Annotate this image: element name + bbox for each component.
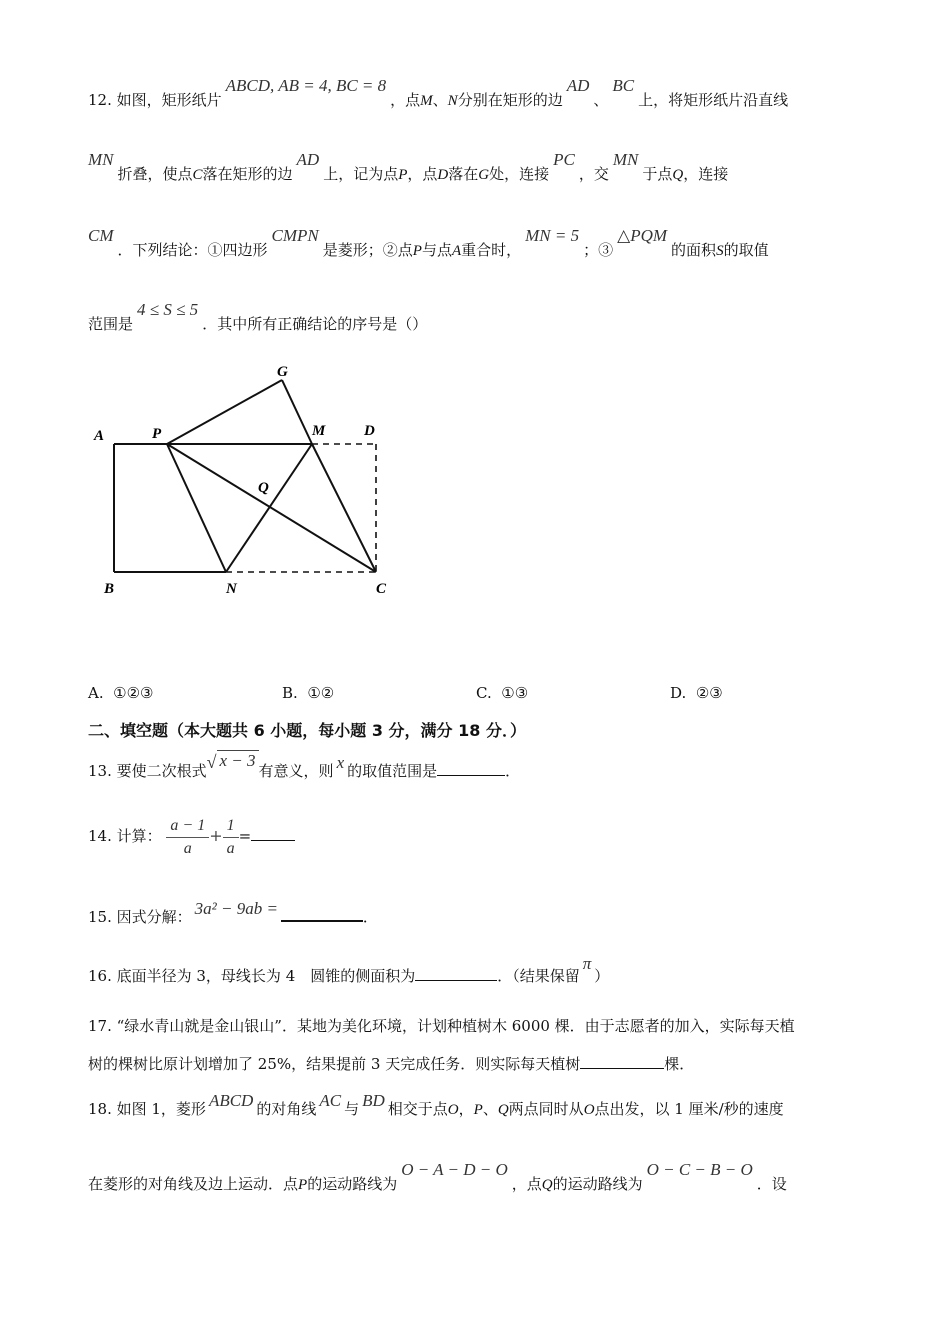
text: 的面积 <box>671 241 717 259</box>
label-p: P <box>152 426 162 442</box>
answer-blank[interactable] <box>281 906 363 922</box>
answer-blank[interactable] <box>415 966 497 981</box>
option-label: A. <box>88 684 104 702</box>
answer-blank[interactable] <box>251 824 295 841</box>
var-a: A <box>451 243 462 259</box>
q18-line-1 <box>88 1091 890 1120</box>
text: ．其中所有正确结论的序号是（） <box>202 315 428 333</box>
text: ． <box>505 762 521 780</box>
var-p: P <box>412 243 422 259</box>
math-path-p: O − A − D − O <box>401 1160 508 1179</box>
text: 分别在矩形的边 <box>457 91 563 109</box>
label-d: D <box>364 423 375 439</box>
text: 、 <box>593 91 609 109</box>
q12-line-4 <box>88 300 890 334</box>
text: ．下列结论：①四边形 <box>117 241 268 259</box>
text: 的运动路线为 <box>552 1175 643 1193</box>
math-pc: PC <box>553 150 575 169</box>
q13-line <box>88 751 890 781</box>
math-ad: AD <box>296 150 320 169</box>
text: 落在矩形的边 <box>202 165 293 183</box>
text: 是菱形；②点 <box>322 241 413 259</box>
text: 与点 <box>421 241 452 259</box>
text: 与 <box>344 1100 360 1118</box>
var-m: M <box>420 93 433 109</box>
q17-line-1: 17. “绿水青山就是金山银山”．某地为美化环境，计划种植树木 6000 棵．由于志愿者的加入，实际每天植 <box>88 1017 795 1035</box>
text: 两点同时从 <box>508 1100 584 1118</box>
var-p: P <box>298 1177 308 1193</box>
text: 的取值范围是 <box>347 762 438 780</box>
numerator: 1 <box>223 815 239 838</box>
math-cm: CM <box>88 226 114 245</box>
text: 树的棵树比原计划增加了 25%，结果提前 3 天完成任务．则实际每天植树 <box>88 1055 581 1073</box>
option-label: C. <box>476 684 492 702</box>
math-bd: BD <box>362 1091 385 1110</box>
math-bc: BC <box>612 76 635 95</box>
option-text: ②③ <box>695 684 723 702</box>
var-o: O <box>583 1102 595 1118</box>
var-o: O <box>447 1102 459 1118</box>
section-heading: 二、填空题（本大题共 6 小题，每小题 3 分，满分 18 分．） <box>88 721 526 740</box>
text: 点出发，以 1 厘米/秒的速度 <box>594 1100 784 1118</box>
text: 的运动路线为 <box>307 1175 398 1193</box>
math-mn-5: MN = 5 <box>525 226 580 245</box>
text: ，点 <box>407 165 438 183</box>
plus-sign: + <box>209 826 223 845</box>
radical-sign-icon: √ <box>206 752 217 772</box>
text: 、 <box>482 1100 498 1118</box>
label-n: N <box>226 581 237 597</box>
denominator: a <box>183 839 192 857</box>
label-q: Q <box>258 480 269 496</box>
var-q: Q <box>672 167 684 183</box>
q18-line-2 <box>88 1160 890 1195</box>
option-c[interactable] <box>476 684 528 702</box>
var-d: D <box>437 167 449 183</box>
math-path-q: O − C − B − O <box>646 1160 753 1179</box>
option-text: ①②③ <box>113 684 154 702</box>
text: ） <box>594 967 610 985</box>
var-c: C <box>192 167 203 183</box>
fraction-1 <box>166 815 209 860</box>
text: = <box>238 827 252 845</box>
text: ，点 <box>390 91 421 109</box>
text: 上，记为点 <box>323 165 399 183</box>
math-triangle-pqm: △PQM <box>617 226 668 245</box>
q17-line-2 <box>88 1054 890 1074</box>
math-expression: 3a² − 9ab = <box>194 899 278 918</box>
text: 处，连接 <box>489 165 550 183</box>
text: 范围是 <box>88 315 134 333</box>
label-b: B <box>104 581 115 597</box>
text: ．（结果保留 <box>497 967 580 985</box>
var-p: P <box>398 167 408 183</box>
answer-blank[interactable] <box>437 761 505 776</box>
text: ；③ <box>583 241 614 259</box>
q15-line <box>88 899 890 927</box>
text: ，连接 <box>683 165 729 183</box>
pi-symbol: π <box>582 954 592 973</box>
var-p: P <box>473 1102 483 1118</box>
var-x: x <box>336 753 345 772</box>
q12-line-2 <box>88 150 890 185</box>
var-q: Q <box>497 1102 509 1118</box>
geometry-figure <box>80 355 420 605</box>
segment-pg <box>167 380 282 444</box>
var-q: Q <box>541 1177 553 1193</box>
text: 落在 <box>448 165 479 183</box>
q14-line <box>88 808 890 864</box>
text: ，交 <box>578 165 609 183</box>
text: 14. 计算： <box>88 827 162 845</box>
text: 、 <box>432 91 448 109</box>
var-n: N <box>447 93 458 109</box>
segment-nm <box>226 444 312 572</box>
text: 13. 要使二次根式 <box>88 762 207 780</box>
text: 重合时， <box>461 241 522 259</box>
option-a[interactable] <box>88 684 154 702</box>
math-s-range: 4 ≤ S ≤ 5 <box>137 300 199 319</box>
denominator: a <box>226 839 235 857</box>
var-s: S <box>716 243 724 259</box>
text: ． <box>362 908 378 926</box>
label-a: A <box>94 428 105 444</box>
option-text: ①② <box>307 684 335 702</box>
math-cmpn: CMPN <box>271 226 319 245</box>
label-g: G <box>277 364 288 380</box>
var-g: G <box>478 167 490 183</box>
label-m: M <box>312 423 326 439</box>
text: 的取值 <box>723 241 769 259</box>
math-mn: MN <box>612 150 639 169</box>
option-text: ①③ <box>501 684 529 702</box>
q16-line <box>88 954 890 986</box>
math-ad: AD <box>566 76 590 95</box>
text: 16. 底面半径为 3，母线长为 4 圆锥的侧面积为 <box>88 967 416 985</box>
math-mn: MN <box>88 150 114 169</box>
text: 棵． <box>664 1055 695 1073</box>
text: 在菱形的对角线及边上运动．点 <box>88 1175 299 1193</box>
text: 有意义，则 <box>258 762 334 780</box>
math-ac: AC <box>319 1091 342 1110</box>
answer-blank[interactable] <box>580 1054 664 1069</box>
q12-line-3 <box>88 226 890 261</box>
text: ， <box>458 1100 474 1118</box>
text: 折叠，使点 <box>117 165 193 183</box>
q12-line-1 <box>88 76 890 111</box>
text: ，点 <box>511 1175 542 1193</box>
option-d[interactable] <box>670 684 723 702</box>
label-c: C <box>376 581 387 597</box>
fraction-2 <box>223 815 239 860</box>
text: 的对角线 <box>256 1100 317 1118</box>
text: 上，将矩形纸片沿直线 <box>638 91 789 109</box>
text: 相交于点 <box>387 1100 448 1118</box>
numerator: a − 1 <box>166 815 209 838</box>
text: 12. 如图，矩形纸片 <box>88 91 222 109</box>
math-abcd: ABCD <box>208 1091 254 1110</box>
text: 于点 <box>642 165 673 183</box>
text: ．设 <box>756 1175 787 1193</box>
text: 18. 如图 1，菱形 <box>88 1100 206 1118</box>
option-label: D. <box>670 684 687 702</box>
text: 15. 因式分解： <box>88 908 192 926</box>
segment-gm <box>282 380 312 444</box>
option-label: B. <box>282 684 298 702</box>
radicand: x − 3 <box>217 750 259 770</box>
math-abcd: ABCD, AB = 4, BC = 8 <box>225 76 387 95</box>
option-b[interactable] <box>282 684 334 702</box>
